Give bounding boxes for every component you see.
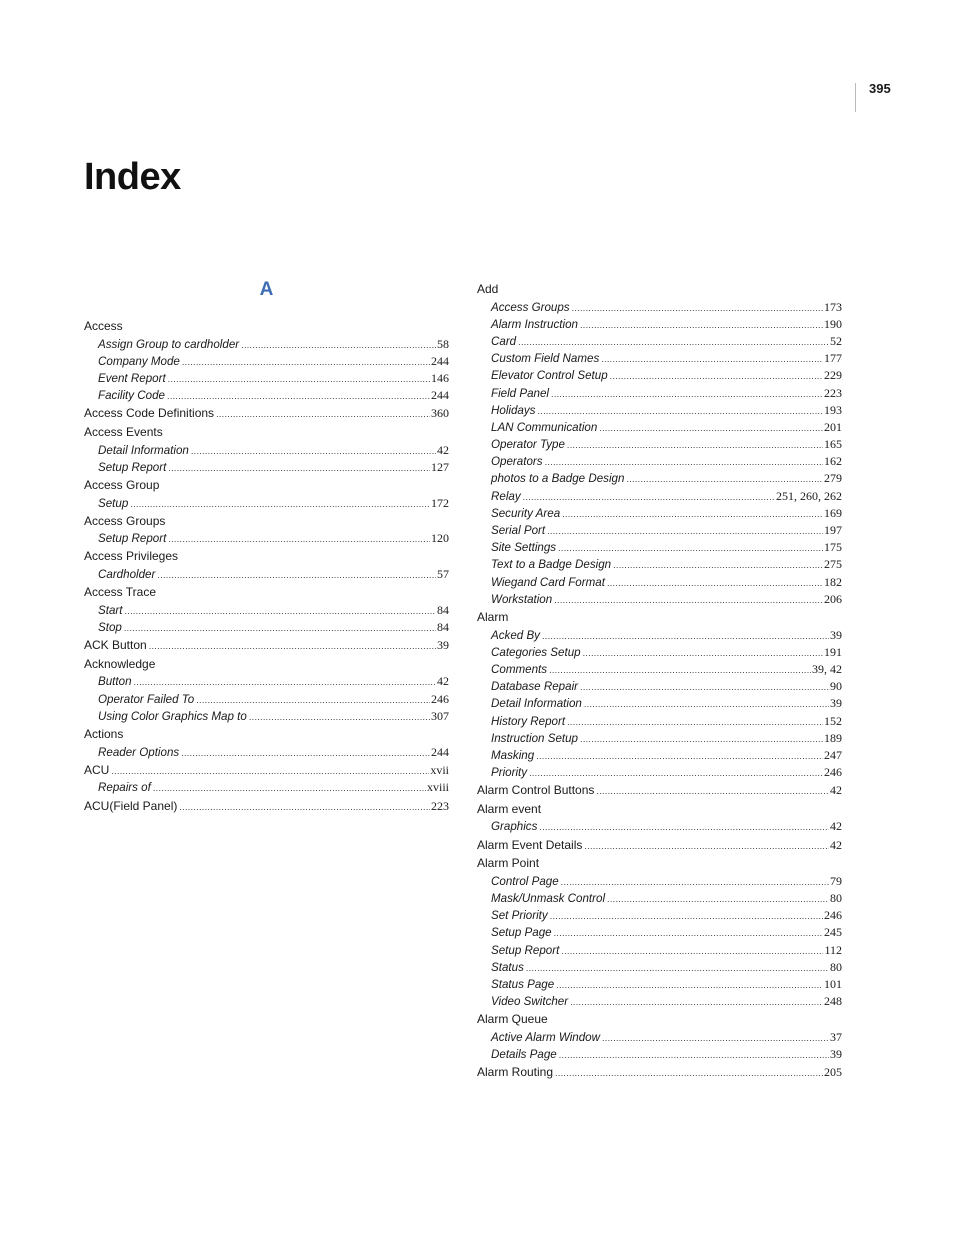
section-letter: A — [259, 279, 274, 300]
index-subterm: Access Groups — [491, 300, 570, 314]
index-subterm-row — [477, 730, 842, 747]
index-term-row — [84, 404, 449, 423]
page-reference: 169 — [824, 505, 842, 520]
dot-leader — [134, 674, 436, 691]
index-subterm: Setup — [98, 496, 129, 510]
dot-leader — [124, 620, 436, 637]
page-reference: 112 — [824, 942, 842, 957]
page-reference: 146 — [431, 370, 449, 385]
index-subterm: Video Switcher — [491, 995, 569, 1009]
index-column-left — [84, 278, 449, 815]
index-entry — [84, 761, 449, 797]
dot-leader — [168, 460, 430, 477]
index-subterm: Mask/Unmask Control — [491, 892, 606, 905]
index-subterm: Field Panel — [491, 386, 550, 400]
index-subterm: LAN Communication — [491, 420, 598, 434]
dot-leader — [249, 709, 430, 726]
index-term: Alarm Event Details — [477, 837, 583, 852]
index-term-row — [84, 476, 449, 495]
index-column-right — [477, 280, 842, 1082]
index-term-row — [477, 1063, 842, 1082]
index-term-row — [477, 608, 842, 627]
dot-leader — [584, 837, 829, 856]
dot-leader — [149, 637, 436, 656]
index-subterm: Assign Group to cardholder — [98, 337, 240, 351]
page-reference: 360 — [431, 406, 449, 421]
index-entry — [477, 280, 842, 608]
dot-leader — [599, 420, 823, 437]
index-subterm: Graphics — [491, 820, 538, 834]
dot-leader — [168, 371, 430, 388]
page-reference: 52 — [830, 333, 842, 348]
dot-leader — [562, 506, 823, 523]
index-subterm-row — [477, 574, 842, 591]
index-term: Actions — [84, 726, 124, 741]
dot-leader — [580, 317, 823, 334]
index-entry — [84, 404, 449, 423]
index-subterm-row — [477, 959, 842, 976]
page-reference: 39, 42 — [812, 661, 842, 676]
index-term: Access Trace — [84, 585, 157, 600]
page-reference: 39 — [830, 696, 842, 711]
index-subterm: History Report — [491, 714, 566, 728]
page-reference: 80 — [830, 959, 842, 974]
index-entry — [84, 423, 449, 476]
index-term: Add — [477, 282, 499, 296]
index-subterm: Categories Setup — [491, 645, 581, 659]
index-subterm: Start — [98, 603, 123, 617]
dot-leader — [607, 891, 829, 908]
index-subterm-row — [84, 566, 449, 583]
page-reference: 190 — [824, 316, 842, 331]
index-subterm-row — [84, 530, 449, 547]
index-subterm: Set Priority — [491, 909, 548, 923]
dot-leader — [550, 908, 823, 925]
index-subterm: Text to a Badge Design — [491, 558, 612, 572]
page-reference: 229 — [824, 368, 842, 383]
index-subterm-row — [477, 470, 842, 487]
index-term-row — [477, 1010, 842, 1029]
dot-leader — [539, 819, 829, 836]
index-term-row — [477, 800, 842, 819]
index-term: Access Code Definitions — [84, 406, 215, 421]
dot-leader — [526, 960, 829, 977]
dot-leader — [572, 300, 823, 317]
dot-leader — [181, 745, 430, 762]
page-reference: 84 — [437, 620, 449, 635]
dot-leader — [549, 662, 811, 679]
index-subterm: Elevator Control Setup — [491, 369, 608, 383]
index-entries-left — [84, 317, 449, 815]
index-entry — [84, 476, 449, 512]
dot-leader — [241, 337, 436, 354]
dot-leader — [555, 1064, 823, 1083]
page-reference: 42 — [437, 674, 449, 689]
page-reference: 182 — [824, 574, 842, 589]
index-term: Access Privileges — [84, 549, 179, 564]
dot-leader — [124, 603, 436, 620]
dot-leader — [580, 679, 829, 696]
index-entry — [477, 800, 842, 836]
page-reference: 197 — [824, 523, 842, 538]
index-subterm: Serial Port — [491, 524, 546, 538]
page-reference: 127 — [431, 459, 449, 474]
index-subterm-row — [84, 495, 449, 512]
dot-leader — [561, 943, 823, 960]
index-entry — [84, 725, 449, 761]
index-subterm: Detail Information — [491, 697, 582, 711]
index-subterm: Comments — [491, 662, 548, 676]
dot-leader — [529, 765, 823, 782]
index-subterm-row — [477, 993, 842, 1010]
index-subterm: Masking — [491, 748, 535, 762]
dot-leader — [153, 780, 426, 797]
index-subterm: Setup Report — [98, 460, 167, 474]
index-term: Alarm Routing — [477, 1065, 554, 1080]
index-term: Alarm event — [477, 801, 542, 816]
dot-leader — [216, 405, 430, 424]
dot-leader — [182, 354, 430, 371]
index-subterm-row — [477, 678, 842, 695]
index-subterm-row — [477, 591, 842, 608]
index-entry — [84, 317, 449, 404]
dot-leader — [613, 557, 823, 574]
dot-leader — [130, 496, 430, 513]
index-subterm-row — [477, 436, 842, 453]
dot-leader — [558, 540, 823, 557]
index-subterm: Database Repair — [491, 680, 579, 694]
index-subterm-row — [477, 316, 842, 333]
index-subterm: Operator Failed To — [98, 692, 195, 706]
page-reference: 205 — [824, 1065, 842, 1080]
dot-leader — [607, 575, 823, 592]
index-subterm-row — [477, 367, 842, 384]
index-subterm-row — [477, 505, 842, 522]
page-reference: 79 — [830, 873, 842, 888]
page-reference: 189 — [824, 730, 842, 745]
index-subterm: Stop — [98, 621, 122, 635]
index-subterm: Acked By — [491, 628, 540, 642]
index-subterm-row — [477, 942, 842, 959]
index-subterm: Priority — [491, 766, 528, 780]
index-term: Alarm — [477, 609, 509, 624]
index-entry — [477, 608, 842, 781]
index-term: ACU — [84, 762, 110, 777]
index-term: Access Events — [84, 424, 163, 439]
index-subterm-row — [84, 353, 449, 370]
index-entry — [477, 836, 842, 855]
index-term-row — [84, 725, 449, 744]
index-subterm: Workstation — [491, 592, 553, 606]
index-entry — [84, 636, 449, 655]
index-term-row — [477, 836, 842, 855]
index-term-row — [84, 636, 449, 655]
index-subterm-row — [477, 764, 842, 781]
dot-leader — [196, 692, 430, 709]
page-reference: 57 — [437, 567, 449, 582]
index-term: ACU(Field Panel) — [84, 798, 178, 813]
index-subterm: Holidays — [491, 403, 536, 417]
index-term: Access Groups — [84, 513, 166, 528]
index-subterm: Instruction Setup — [491, 731, 579, 745]
index-subterm-row — [477, 627, 842, 644]
index-term-row — [84, 655, 449, 674]
index-subterm: Button — [98, 675, 132, 689]
index-subterm: Using Color Graphics Map to — [98, 709, 247, 723]
dot-leader — [596, 782, 829, 801]
index-entry — [84, 655, 449, 725]
page-reference: 246 — [824, 765, 842, 780]
dot-leader — [542, 628, 829, 645]
page-reference: 42 — [830, 819, 842, 834]
index-subterm-row — [477, 385, 842, 402]
page-reference: 173 — [824, 299, 842, 314]
index-subterm-row — [477, 976, 842, 993]
index-subterm: Operators — [491, 455, 543, 469]
index-term-row — [84, 512, 449, 531]
index-subterm-row — [477, 713, 842, 730]
page-reference: 39 — [437, 638, 449, 653]
dot-leader — [556, 977, 823, 994]
index-entry — [477, 1063, 842, 1082]
dot-leader — [554, 925, 823, 942]
index-subterm-row — [84, 336, 449, 353]
page-reference: 177 — [824, 351, 842, 366]
dot-leader — [168, 531, 430, 548]
index-subterm: Detail Information — [98, 443, 189, 457]
index-subterm: Repairs of — [98, 781, 151, 795]
index-term: Alarm Queue — [477, 1012, 548, 1027]
index-subterm-row — [477, 873, 842, 890]
page-reference: 191 — [824, 644, 842, 659]
index-entry — [84, 583, 449, 636]
index-subterm-row — [477, 747, 842, 764]
page-reference: 247 — [824, 747, 842, 762]
page-reference: 165 — [824, 437, 842, 452]
page-reference: 120 — [431, 531, 449, 546]
index-subterm: Status Page — [491, 977, 555, 991]
index-term-row — [84, 761, 449, 780]
page-reference: 101 — [824, 976, 842, 991]
dot-leader — [584, 696, 829, 713]
page-reference: 201 — [824, 419, 842, 434]
index-subterm: Setup Page — [491, 926, 552, 940]
index-subterm-row — [477, 890, 842, 907]
page-reference: 251, 260, 262 — [776, 488, 842, 503]
page-reference: 42 — [830, 837, 842, 852]
index-subterm-row — [477, 539, 842, 556]
index-subterm: Event Report — [98, 371, 166, 385]
index-subterm-row — [477, 907, 842, 924]
page-reference: 90 — [830, 679, 842, 694]
index-subterm-row — [477, 402, 842, 419]
index-subterm: Status — [491, 960, 524, 974]
page-reference: 162 — [824, 454, 842, 469]
index-term-row — [84, 797, 449, 816]
dot-leader — [580, 731, 823, 748]
index-subterm: Active Alarm Window — [491, 1030, 600, 1044]
index-subterm-row — [84, 370, 449, 387]
page-reference: 244 — [431, 353, 449, 368]
page-reference: 152 — [824, 713, 842, 728]
index-subterm-row — [477, 488, 842, 505]
index-term-row — [84, 583, 449, 602]
dot-leader — [626, 471, 823, 488]
page-reference: 307 — [431, 708, 449, 723]
index-subterm-row — [477, 1029, 842, 1046]
index-subterm: Cardholder — [98, 568, 156, 582]
index-subterm-row — [477, 350, 842, 367]
index-entry — [477, 1010, 842, 1063]
dot-leader — [567, 437, 823, 454]
dot-leader — [551, 386, 823, 403]
page-reference: 58 — [437, 336, 449, 351]
index-entry — [84, 547, 449, 583]
index-subterm: Setup Report — [491, 943, 560, 957]
index-subterm: photos to a Badge Design — [491, 472, 625, 486]
index-subterm-row — [477, 818, 842, 835]
dot-leader — [554, 592, 823, 609]
index-term: Access — [84, 319, 123, 333]
page-title: Index — [84, 156, 181, 198]
index-subterm: Details Page — [491, 1048, 557, 1062]
page-number: 395 — [869, 81, 891, 96]
index-subterm-row — [477, 522, 842, 539]
index-subterm-row — [84, 459, 449, 476]
index-subterm-row — [84, 602, 449, 619]
index-subterm: Custom Field Names — [491, 352, 600, 366]
page-reference: 84 — [437, 602, 449, 617]
index-term: Alarm Control Buttons — [477, 783, 595, 798]
index-subterm-row — [477, 453, 842, 470]
page-reference: 42 — [830, 783, 842, 798]
dot-leader — [547, 523, 823, 540]
dot-leader — [567, 714, 823, 731]
dot-leader — [545, 454, 823, 471]
dot-leader — [111, 762, 429, 781]
page-reference: 37 — [830, 1029, 842, 1044]
index-entry — [477, 781, 842, 800]
index-subterm-row — [477, 1046, 842, 1063]
page-reference: 223 — [824, 385, 842, 400]
index-subterm-row — [84, 619, 449, 636]
index-subterm-row — [84, 442, 449, 459]
index-term: Alarm Point — [477, 856, 540, 871]
dot-leader — [179, 798, 430, 817]
page-reference: 246 — [431, 691, 449, 706]
index-subterm: Security Area — [491, 506, 561, 520]
page-reference: 193 — [824, 402, 842, 417]
index-term: Acknowledge — [84, 656, 156, 671]
index-subterm-row — [477, 556, 842, 573]
page-reference: 80 — [830, 891, 842, 905]
index-subterm: Operator Type — [491, 438, 565, 452]
index-term-row — [84, 547, 449, 566]
index-subterm: Setup Report — [98, 532, 167, 546]
index-term-row — [477, 280, 842, 299]
dot-leader — [157, 567, 436, 584]
dot-leader — [536, 748, 823, 765]
index-subterm-row — [477, 661, 842, 678]
page-reference: 244 — [431, 744, 449, 759]
index-term-row — [477, 854, 842, 873]
index-entries-right — [477, 280, 842, 1082]
index-term: Access Group — [84, 477, 160, 492]
page-number-divider — [855, 83, 856, 112]
dot-leader — [191, 443, 436, 460]
page-reference: 172 — [431, 495, 449, 510]
index-subterm-row — [84, 744, 449, 761]
dot-leader — [561, 874, 829, 891]
dot-leader — [602, 1030, 829, 1047]
page-reference: xviii — [426, 780, 449, 795]
index-subterm-row — [84, 708, 449, 725]
index-entry — [84, 797, 449, 816]
page-reference: xvii — [430, 762, 449, 777]
page-reference: 175 — [824, 540, 842, 555]
page-reference: 275 — [824, 557, 842, 572]
page-reference: 245 — [824, 925, 842, 940]
index-subterm-row — [477, 644, 842, 661]
dot-leader — [583, 645, 823, 662]
page-reference: 223 — [431, 798, 449, 813]
index-subterm-row — [477, 299, 842, 316]
index-subterm: Relay — [491, 489, 521, 503]
dot-leader — [167, 388, 430, 405]
index-subterm-row — [477, 924, 842, 941]
dot-leader — [518, 334, 829, 351]
page-reference: 246 — [824, 908, 842, 923]
page-reference: 279 — [824, 471, 842, 486]
page-reference: 206 — [824, 591, 842, 606]
index-subterm-row — [84, 779, 449, 796]
dot-leader — [523, 489, 775, 506]
index-term-row — [84, 423, 449, 442]
dot-leader — [559, 1047, 829, 1064]
index-term: ACK Button — [84, 638, 147, 653]
index-subterm: Facility Code — [98, 389, 166, 403]
index-subterm: Control Page — [491, 874, 559, 888]
index-subterm: Card — [491, 334, 517, 348]
index-entry — [84, 512, 449, 548]
index-entry — [477, 854, 842, 1010]
dot-leader — [610, 368, 823, 385]
page-reference: 39 — [830, 1047, 842, 1062]
index-subterm: Alarm Instruction — [491, 317, 578, 331]
index-subterm-row — [477, 695, 842, 712]
page-reference: 39 — [830, 627, 842, 642]
index-term-row — [84, 317, 449, 336]
page-reference: 248 — [824, 994, 842, 1009]
page-reference: 244 — [431, 388, 449, 403]
index-subterm-row — [477, 333, 842, 350]
dot-leader — [601, 351, 823, 368]
index-subterm-row — [84, 691, 449, 708]
index-subterm: Wiegand Card Format — [491, 575, 605, 589]
index-subterm: Site Settings — [491, 541, 557, 555]
index-term-row — [477, 781, 842, 800]
index-subterm: Company Mode — [98, 354, 180, 368]
page-reference: 42 — [437, 442, 449, 457]
index-subterm: Reader Options — [98, 745, 180, 759]
index-subterm-row — [84, 387, 449, 404]
index-subterm-row — [84, 673, 449, 690]
dot-leader — [537, 403, 823, 420]
dot-leader — [570, 994, 823, 1011]
index-subterm-row — [477, 419, 842, 436]
